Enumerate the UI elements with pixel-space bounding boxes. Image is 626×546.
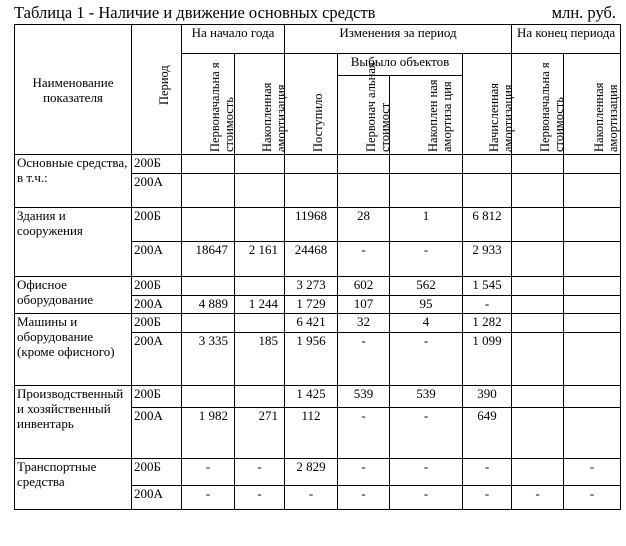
cell-ret-accum-depr: - — [390, 408, 463, 459]
cell-accum-depr — [235, 174, 285, 208]
cell-accum-depr: 271 — [235, 408, 285, 459]
cell-end-accum-depr — [564, 296, 621, 314]
cell-charged-depr: - — [463, 486, 512, 510]
row-period: 200Б — [132, 277, 182, 296]
cell-received: - — [285, 486, 338, 510]
cell-charged-depr — [463, 174, 512, 208]
cell-received: 24468 — [285, 242, 338, 277]
row-name: Машины и оборудование (кроме офисного) — [15, 314, 132, 386]
cell-end-accum-depr — [564, 277, 621, 296]
header-changes: Изменения за период — [285, 25, 512, 54]
cell-accum-depr — [235, 208, 285, 242]
cell-initial-cost: 18647 — [182, 242, 235, 277]
cell-accum-depr: - — [235, 486, 285, 510]
row-period: 200А — [132, 174, 182, 208]
cell-ret-accum-depr: 1 — [390, 208, 463, 242]
cell-end-initial-cost: - — [512, 486, 564, 510]
cell-end-initial-cost — [512, 174, 564, 208]
cell-ret-accum-depr: 95 — [390, 296, 463, 314]
cell-end-initial-cost — [512, 459, 564, 486]
cell-end-accum-depr — [564, 408, 621, 459]
cell-ret-accum-depr: 4 — [390, 314, 463, 333]
cell-ret-initial-cost: 107 — [338, 296, 390, 314]
table-row — [15, 155, 621, 174]
cell-ret-initial-cost: 32 — [338, 314, 390, 333]
header-indicator: Наименование показателя — [15, 25, 132, 155]
header-retired-accumulated-depreciation: Накоплен ная амортиза ция — [390, 76, 463, 155]
cell-end-accum-depr — [564, 386, 621, 408]
cell-end-accum-depr — [564, 333, 621, 386]
cell-charged-depr: - — [463, 459, 512, 486]
cell-end-initial-cost — [512, 333, 564, 386]
cell-charged-depr: 1 545 — [463, 277, 512, 296]
row-period: 200Б — [132, 155, 182, 174]
cell-ret-accum-depr: - — [390, 459, 463, 486]
cell-accum-depr: 2 161 — [235, 242, 285, 277]
fixed-assets-table — [14, 24, 621, 510]
header-period: Период — [132, 25, 182, 155]
cell-received — [285, 155, 338, 174]
cell-accum-depr: 185 — [235, 333, 285, 386]
cell-initial-cost — [182, 208, 235, 242]
row-name: Офисное оборудование — [15, 277, 132, 314]
cell-accum-depr — [235, 386, 285, 408]
row-period: 200А — [132, 408, 182, 459]
cell-received — [285, 174, 338, 208]
cell-ret-accum-depr: 539 — [390, 386, 463, 408]
cell-ret-initial-cost: 28 — [338, 208, 390, 242]
row-period: 200А — [132, 333, 182, 386]
cell-ret-accum-depr: 562 — [390, 277, 463, 296]
table-row — [15, 208, 621, 242]
cell-ret-accum-depr — [390, 155, 463, 174]
cell-received: 112 — [285, 408, 338, 459]
cell-received: 1 425 — [285, 386, 338, 408]
cell-charged-depr — [463, 155, 512, 174]
cell-ret-initial-cost — [338, 155, 390, 174]
cell-initial-cost: 1 982 — [182, 408, 235, 459]
cell-charged-depr: 2 933 — [463, 242, 512, 277]
cell-initial-cost: 3 335 — [182, 333, 235, 386]
cell-ret-initial-cost: - — [338, 459, 390, 486]
cell-ret-initial-cost: 602 — [338, 277, 390, 296]
cell-received: 2 829 — [285, 459, 338, 486]
cell-ret-accum-depr — [390, 174, 463, 208]
cell-ret-initial-cost: - — [338, 242, 390, 277]
cell-end-accum-depr — [564, 242, 621, 277]
header-start-of-year: На начало года — [182, 25, 285, 54]
cell-ret-accum-depr: - — [390, 486, 463, 510]
table-row — [15, 386, 621, 408]
cell-charged-depr: 1 282 — [463, 314, 512, 333]
cell-initial-cost: - — [182, 459, 235, 486]
row-name: Транспортные средства — [15, 459, 132, 510]
cell-end-accum-depr — [564, 208, 621, 242]
cell-received: 1 729 — [285, 296, 338, 314]
cell-charged-depr: 1 099 — [463, 333, 512, 386]
row-period: 200А — [132, 242, 182, 277]
cell-ret-accum-depr: - — [390, 242, 463, 277]
cell-end-initial-cost — [512, 155, 564, 174]
header-accumulated-depreciation: Накопленная амортизация — [235, 54, 285, 155]
cell-ret-initial-cost: 539 — [338, 386, 390, 408]
cell-charged-depr: 390 — [463, 386, 512, 408]
row-period: 200Б — [132, 208, 182, 242]
cell-end-accum-depr: - — [564, 486, 621, 510]
cell-received: 6 421 — [285, 314, 338, 333]
header-retired: Выбыло объектов — [338, 54, 463, 76]
row-period: 200А — [132, 296, 182, 314]
header-end-of-period: На конец периода — [512, 25, 621, 54]
cell-initial-cost: - — [182, 486, 235, 510]
cell-received: 11968 — [285, 208, 338, 242]
cell-end-initial-cost — [512, 208, 564, 242]
cell-end-initial-cost — [512, 296, 564, 314]
table-row — [15, 314, 621, 333]
cell-end-initial-cost — [512, 314, 564, 333]
row-name: Здания и сооружения — [15, 208, 132, 277]
cell-received: 1 956 — [285, 333, 338, 386]
table-unit: млн. руб. — [551, 3, 616, 22]
cell-end-initial-cost — [512, 277, 564, 296]
cell-end-initial-cost — [512, 386, 564, 408]
cell-accum-depr: 1 244 — [235, 296, 285, 314]
header-charged-depreciation: Начисленная амортизация — [463, 54, 512, 155]
row-period: 200Б — [132, 314, 182, 333]
cell-ret-initial-cost: - — [338, 486, 390, 510]
cell-accum-depr — [235, 155, 285, 174]
cell-end-initial-cost — [512, 408, 564, 459]
header-end-accumulated-depreciation: Накопленная амортизация — [564, 54, 621, 155]
header-end-initial-cost: Первоначальна я стоимость — [512, 54, 564, 155]
row-period: 200А — [132, 486, 182, 510]
cell-charged-depr: 6 812 — [463, 208, 512, 242]
header-retired-initial-cost: Первонач альная стоимост — [338, 76, 390, 155]
row-period: 200Б — [132, 386, 182, 408]
cell-ret-initial-cost — [338, 174, 390, 208]
header-received: Поступило — [285, 54, 338, 155]
cell-end-accum-depr — [564, 314, 621, 333]
row-name: Производственный и хозяйственный инвентарь — [15, 386, 132, 459]
table-row — [15, 459, 621, 486]
cell-accum-depr — [235, 277, 285, 296]
cell-ret-initial-cost: - — [338, 333, 390, 386]
cell-charged-depr: - — [463, 296, 512, 314]
cell-initial-cost — [182, 155, 235, 174]
table-caption — [14, 3, 620, 23]
cell-initial-cost: 4 889 — [182, 296, 235, 314]
cell-accum-depr: - — [235, 459, 285, 486]
cell-end-accum-depr — [564, 174, 621, 208]
row-name: Основные средства, в т.ч.: — [15, 155, 132, 208]
cell-end-accum-depr: - — [564, 459, 621, 486]
cell-charged-depr: 649 — [463, 408, 512, 459]
cell-ret-initial-cost: - — [338, 408, 390, 459]
cell-ret-accum-depr: - — [390, 333, 463, 386]
table-title: Таблица 1 - Наличие и движение основных средств — [14, 3, 376, 22]
cell-accum-depr — [235, 314, 285, 333]
header-initial-cost: Первоначальна я стоимость — [182, 54, 235, 155]
cell-end-initial-cost — [512, 242, 564, 277]
cell-end-accum-depr — [564, 155, 621, 174]
cell-received: 3 273 — [285, 277, 338, 296]
cell-initial-cost — [182, 386, 235, 408]
cell-initial-cost — [182, 277, 235, 296]
cell-initial-cost — [182, 314, 235, 333]
row-period: 200Б — [132, 459, 182, 486]
cell-initial-cost — [182, 174, 235, 208]
table-row — [15, 277, 621, 296]
